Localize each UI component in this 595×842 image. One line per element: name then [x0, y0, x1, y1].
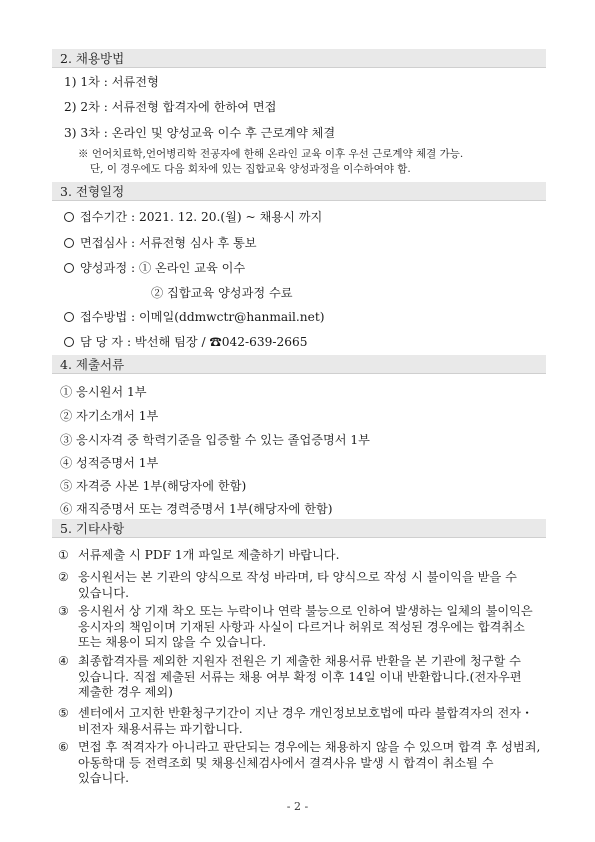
- schedule-row-continuation: ② 집합교육 양성과정 수료: [151, 286, 293, 300]
- section-header-schedule: 3. 전형일정: [52, 182, 546, 201]
- note-text: 응시원서 상 기재 착오 또는 누락이나 연락 불능으로 인하여 발생하는 일체의 불이익은 응시자의 책임이며 기재된 사항과 사실이 다르거나 허위로 적성된 경우에는 합격취소 또는 채용이 되지 않을 수 있습니다.: [78, 604, 533, 649]
- schedule-row: [64, 208, 322, 225]
- note-text: 응시원서는 본 기관의 양식으로 작성 바라며, 타 양식으로 작성 시 불이익을 받을 수 있습니다.: [78, 570, 517, 600]
- document-item: ③ 응시자격 중 학력기준을 입증할 수 있는 졸업증명서 1부: [60, 433, 370, 447]
- note-text: 센터에서 고지한 반환청구기간이 지난 경우 개인정보보호법에 따라 불합격자의 전자・비전자 채용서류는 파기합니다.: [78, 706, 534, 736]
- circle-bullet-icon: [64, 212, 74, 222]
- method-item: 1) 1차 : 서류전형: [64, 75, 159, 89]
- circle-bullet-icon: [64, 312, 74, 322]
- schedule-row: [64, 259, 245, 276]
- document-item: ② 자기소개서 1부: [60, 409, 159, 423]
- note-item: [58, 604, 548, 651]
- document-item: ⑥ 재직증명서 또는 경력증명서 1부(해당자에 한함): [60, 502, 333, 516]
- document-item: ④ 성적증명서 1부: [60, 456, 159, 470]
- method-note-line: ※ 언어치료학,언어병리학 전공자에 한해 온라인 교육 이후 우선 근로계약 체결 가능.: [78, 148, 464, 160]
- document-item: ⑤ 자격증 사본 1부(해당자에 한함): [60, 479, 247, 493]
- note-number: ③: [58, 604, 69, 618]
- schedule-row-text: 담 당 자 : 박선해 팀장 / ☎042-639-2665: [80, 335, 308, 349]
- schedule-row-text: 접수기간 : 2021. 12. 20.(월) ~ 채용시 까지: [80, 210, 323, 224]
- schedule-row: [64, 308, 325, 325]
- document-item: ① 응시원서 1부: [60, 385, 147, 399]
- section-header-documents: 4. 제출서류: [52, 355, 546, 374]
- schedule-row-text: 면접심사 : 서류전형 심사 후 통보: [80, 236, 257, 250]
- section-header-recruitment-method: 2. 채용방법: [52, 49, 546, 68]
- note-item: [58, 654, 548, 701]
- schedule-row-text: 양성과정 : ① 온라인 교육 이수: [80, 261, 246, 275]
- note-item: [58, 548, 548, 564]
- note-item: [58, 740, 548, 787]
- note-number: ⑥: [58, 740, 69, 754]
- note-number: ②: [58, 570, 69, 584]
- schedule-row: [64, 234, 257, 251]
- method-item: 2) 2차 : 서류전형 합격자에 한하여 면접: [64, 100, 277, 114]
- schedule-row-text: 접수방법 : 이메일(ddmwctr@hanmail.net): [80, 310, 325, 324]
- circle-bullet-icon: [64, 263, 74, 273]
- section-header-other-notes: 5. 기타사항: [52, 519, 546, 538]
- page-number: - 2 -: [286, 800, 309, 813]
- note-number: ④: [58, 654, 69, 668]
- note-number: ⑤: [58, 706, 69, 720]
- note-text: 서류제출 시 PDF 1개 파일로 제출하기 바랍니다.: [78, 548, 340, 562]
- circle-bullet-icon: [64, 337, 74, 347]
- note-item: [58, 706, 548, 737]
- circle-bullet-icon: [64, 238, 74, 248]
- method-note-line: 단, 이 경우에도 다음 회차에 있는 집합교육 양성과정을 이수하여야 함.: [90, 163, 411, 175]
- note-text: 최종합격자를 제외한 지원자 전원은 기 제출한 채용서류 반환을 본 기관에 청구할 수 있습니다. 직접 제출된 서류는 채용 여부 확정 이후 14일 이내 반환합니다.(전자우편 제출한 경우 제외): [78, 654, 522, 699]
- method-item: 3) 3차 : 온라인 및 양성교육 이수 후 근로계약 체결: [64, 126, 336, 140]
- note-text: 면접 후 적격자가 아니라고 판단되는 경우에는 채용하지 않을 수 있으며 합격 후 성범죄, 아동학대 등 전력조회 및 채용신체검사에서 결격사유 발생 시 합격이 취소될 수 있습니다.: [78, 740, 541, 785]
- note-number: ①: [58, 548, 69, 562]
- schedule-row: [64, 333, 307, 350]
- note-item: [58, 570, 548, 601]
